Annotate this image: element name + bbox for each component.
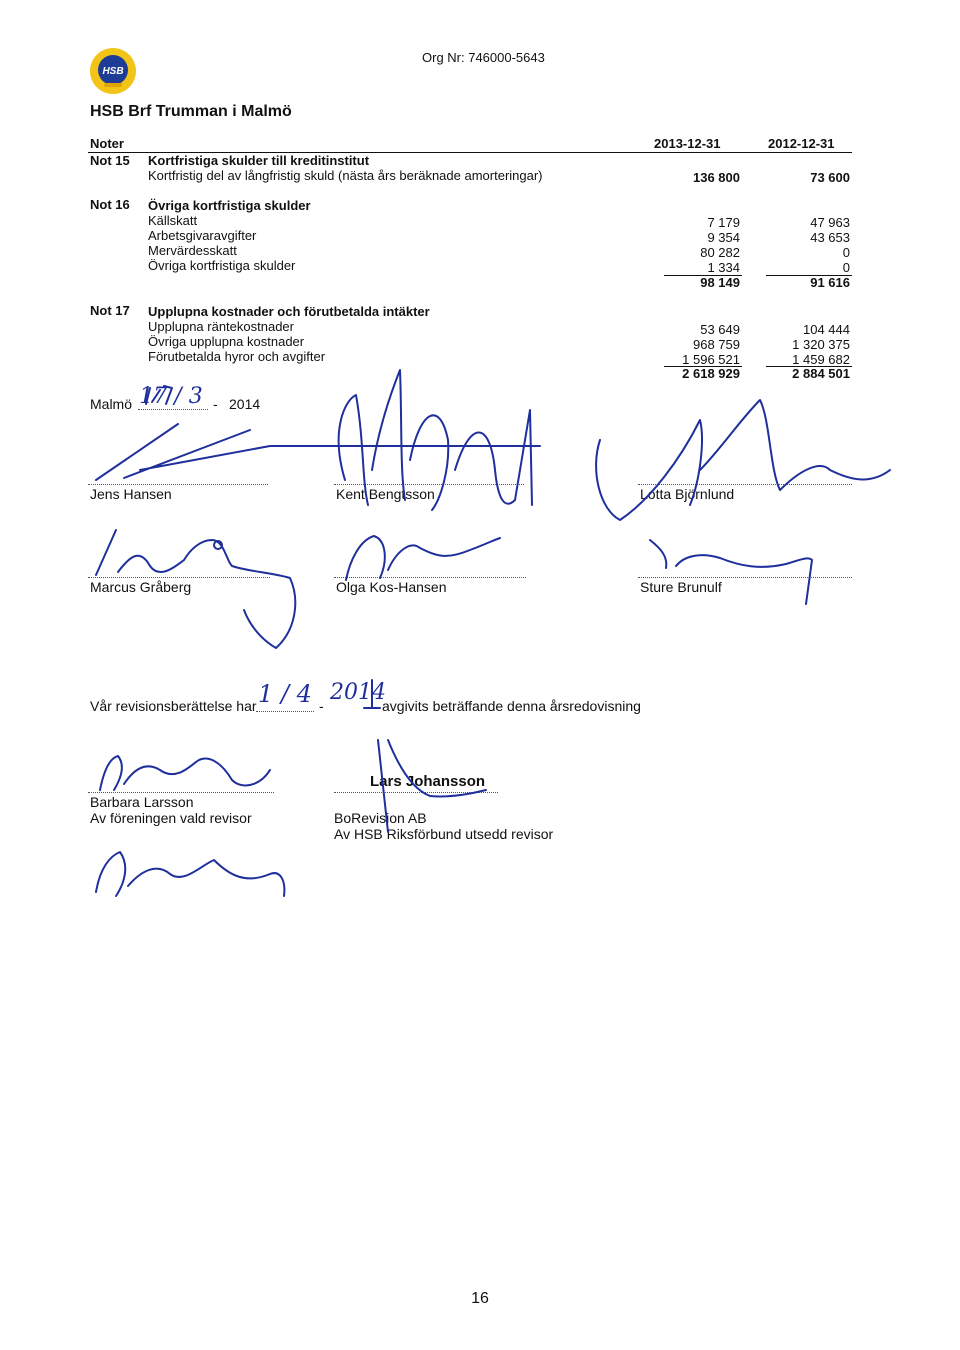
note-16-number: Not 16 bbox=[90, 197, 130, 212]
signing-date-handwritten: 17 / 3 bbox=[139, 384, 203, 409]
note-17-row-value-2013: 53 649 bbox=[700, 322, 740, 337]
signature-stroke bbox=[596, 400, 890, 520]
auditor-firm: BoRevision AB bbox=[334, 810, 427, 826]
note-16-row-label: Övriga kortfristiga skulder bbox=[148, 258, 296, 273]
note-15-number: Not 15 bbox=[90, 153, 130, 168]
note-17-row-value-2012: 1 320 375 bbox=[792, 337, 850, 352]
page-number: 16 bbox=[471, 1290, 489, 1307]
note-17-row-label: Förutbetalda hyror och avgifter bbox=[148, 349, 326, 364]
col-2013: 2013-12-31 bbox=[654, 136, 721, 151]
signature-stroke bbox=[378, 740, 486, 832]
signature-stroke bbox=[96, 530, 295, 648]
signer-name: Olga Kos-Hansen bbox=[336, 579, 447, 595]
signature-stroke bbox=[96, 424, 540, 480]
note-16-row-value-2013: 1 334 bbox=[707, 260, 740, 275]
signature-stroke bbox=[100, 756, 270, 790]
note-15-line: Kortfristig del av långfristig skuld (nästa års beräknade amorteringar) bbox=[148, 168, 543, 183]
note-16-row-label: Mervärdesskatt bbox=[148, 243, 237, 258]
note-17-row-value-2013: 968 759 bbox=[693, 337, 740, 352]
note-16-row-value-2012: 43 653 bbox=[810, 230, 850, 245]
signature-stroke bbox=[96, 852, 284, 896]
company-name: HSB Brf Trumman i Malmö bbox=[90, 103, 292, 120]
audit-year-handwritten: 2014 bbox=[330, 680, 386, 705]
signing-place: Malmö bbox=[90, 396, 133, 412]
note-17-heading: Upplupna kostnader och förutbetalda intäkter bbox=[148, 304, 430, 319]
note-16-row-value-2012: 0 bbox=[842, 260, 850, 275]
signer-name: Sture Brunulf bbox=[640, 579, 722, 595]
auditor-role: Av föreningen vald revisor bbox=[90, 810, 252, 826]
note-17-row-value-2013: 1 596 521 bbox=[682, 352, 740, 367]
signature-stroke bbox=[650, 540, 812, 604]
note-17-total-2012: 2 884 501 bbox=[792, 366, 850, 381]
note-15-heading: Kortfristiga skulder till kreditinstitut bbox=[148, 153, 370, 168]
note-16-row-value-2012: 47 963 bbox=[810, 215, 850, 230]
note-16-total-2013: 98 149 bbox=[700, 275, 740, 290]
note-17-row-value-2012: 104 444 bbox=[803, 322, 850, 337]
signature-stroke bbox=[346, 536, 500, 580]
svg-text:HSB: HSB bbox=[102, 66, 124, 77]
audit-text-after: avgivits beträffande denna årsredovisning bbox=[382, 698, 641, 714]
note-17-number: Not 17 bbox=[90, 303, 130, 318]
audit-dash: - bbox=[319, 698, 324, 714]
col-2012: 2012-12-31 bbox=[768, 136, 835, 151]
note-17-row-label: Övriga upplupna kostnader bbox=[148, 334, 305, 349]
note-16-row-label: Källskatt bbox=[148, 213, 198, 228]
note-16-row-label: Arbetsgivaravgifter bbox=[148, 228, 257, 243]
note-17-total-2013: 2 618 929 bbox=[682, 366, 740, 381]
note-17-row-label: Upplupna räntekostnader bbox=[148, 319, 294, 334]
note-15-value-2012: 73 600 bbox=[810, 170, 850, 185]
auditor-name: Lars Johansson bbox=[370, 773, 486, 790]
notes-label: Noter bbox=[90, 136, 124, 151]
audit-text-before: Vår revisionsberättelse har bbox=[90, 698, 257, 714]
signer-name: Kent Bengtsson bbox=[336, 486, 435, 502]
signature-stroke bbox=[146, 386, 172, 404]
signature-stroke bbox=[339, 370, 532, 510]
note-16-row-value-2012: 0 bbox=[842, 245, 850, 260]
signer-name: Lotta Björnlund bbox=[640, 486, 735, 502]
note-16-row-value-2013: 80 282 bbox=[700, 245, 740, 260]
signing-dash: - bbox=[213, 396, 218, 412]
note-16-row-value-2013: 9 354 bbox=[707, 230, 740, 245]
auditor-name: Barbara Larsson bbox=[90, 794, 194, 810]
signature-stroke bbox=[364, 680, 380, 708]
note-16-heading: Övriga kortfristiga skulder bbox=[148, 198, 311, 213]
signing-year: 2014 bbox=[229, 396, 261, 412]
note-17-row-value-2012: 1 459 682 bbox=[792, 352, 850, 367]
note-16-row-value-2013: 7 179 bbox=[707, 215, 740, 230]
note-15-value-2013: 136 800 bbox=[693, 170, 740, 185]
audit-date-handwritten: 1 / 4 bbox=[258, 680, 312, 708]
signer-name: Jens Hansen bbox=[90, 486, 172, 502]
auditor-role: Av HSB Riksförbund utsedd revisor bbox=[334, 826, 554, 842]
note-16-total-2012: 91 616 bbox=[810, 275, 850, 290]
signer-name: Marcus Gråberg bbox=[90, 579, 192, 595]
org-number: Org Nr: 746000-5643 bbox=[422, 50, 545, 65]
